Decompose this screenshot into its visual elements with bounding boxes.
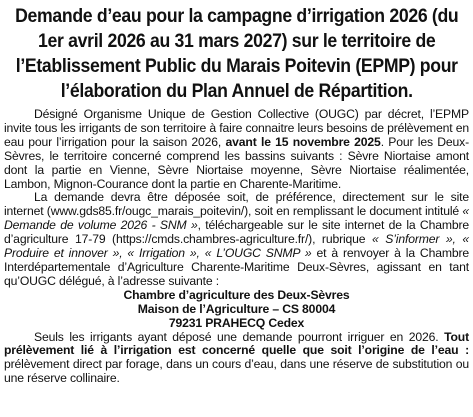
notice-body <box>4 108 469 386</box>
paragraph-3-emphasis: Tout prélèvement lié à l’irrigation est concerné quelle que soit l’origine de l’eau : <box>4 329 469 358</box>
paragraph-ougc-invitation <box>4 108 469 191</box>
paragraph-submission <box>4 191 469 288</box>
paragraph-eligibility <box>4 331 469 387</box>
site-path: « S’informer », « Produire et innover », « Irrigation », « L’OUGC SNMP » <box>4 232 469 261</box>
paragraph-3-sources: prélèvement direct par forage, dans un cours d’eau, dans une réserve de substitution ou une réserve collinaire. <box>4 357 469 386</box>
deadline-text: avant le 15 novembre 2025 <box>221 134 381 149</box>
address-line-1: Chambre d’agriculture des Deux-Sèvres <box>123 287 350 302</box>
paragraph-2-download: , téléchargeable sur le site internet de la Chambre d’agriculture 17-79 (https://cmds.chambres-agriculture.fr/), rubrique <box>4 218 470 247</box>
address-line-2: Maison de l’Agriculture – CS 80004 <box>137 301 336 316</box>
document-name: « Demande de volume 2026 - SNM » <box>4 204 469 233</box>
paragraph-3-intro: Seuls les irrigants ayant déposé une demande pourront irriguer en 2026. <box>34 329 445 344</box>
paragraph-1-text: Désigné Organisme Unique de Gestion Collective (OUGC) par décret, l’EPMP invite tous les irrigants de son territoire à faire connaitre leurs besoins de prélèvement en eau pour l’irrigation pour la saison 2026, <box>4 107 469 149</box>
paragraph-2-intro: La demande devra être déposée soit, de préférence, directement sur le site internet (www.gds85.fr/ougc_marais_poitevin/), soit en remplissant le document intitulé <box>4 190 469 219</box>
address-line-3: 79231 PRAHECQ Cedex <box>168 315 305 330</box>
notice-title: Demande d’eau pour la campagne d’irrigation 2026 (du 1er avril 2026 au 31 mars 2027) sur le territoire de l’Etablissement Public du Marais Poitevin (EPMP) pour l’élaboration du Plan Annuel de Répartition. <box>14 6 459 102</box>
paragraph-2-return: et à renvoyer à la Chambre Interdépartementale d’Agriculture Charente-Maritime Deux-Sèvres, agissant en tant qu’OUGC délégué, à l’adresse suivante : <box>4 246 470 288</box>
paragraph-1-basins: . Pour les Deux-Sèvres, le territoire concerné comprend les bassins suivants : Sèvre Niortaise amont dont la partie en Vienne, Sèvre Niortaise moyenne, Sèvre Niortaise réalimentée, Lambon, Mignon-Courance dont la partie en Charente-Maritime. <box>4 134 469 191</box>
postal-address <box>4 289 469 331</box>
